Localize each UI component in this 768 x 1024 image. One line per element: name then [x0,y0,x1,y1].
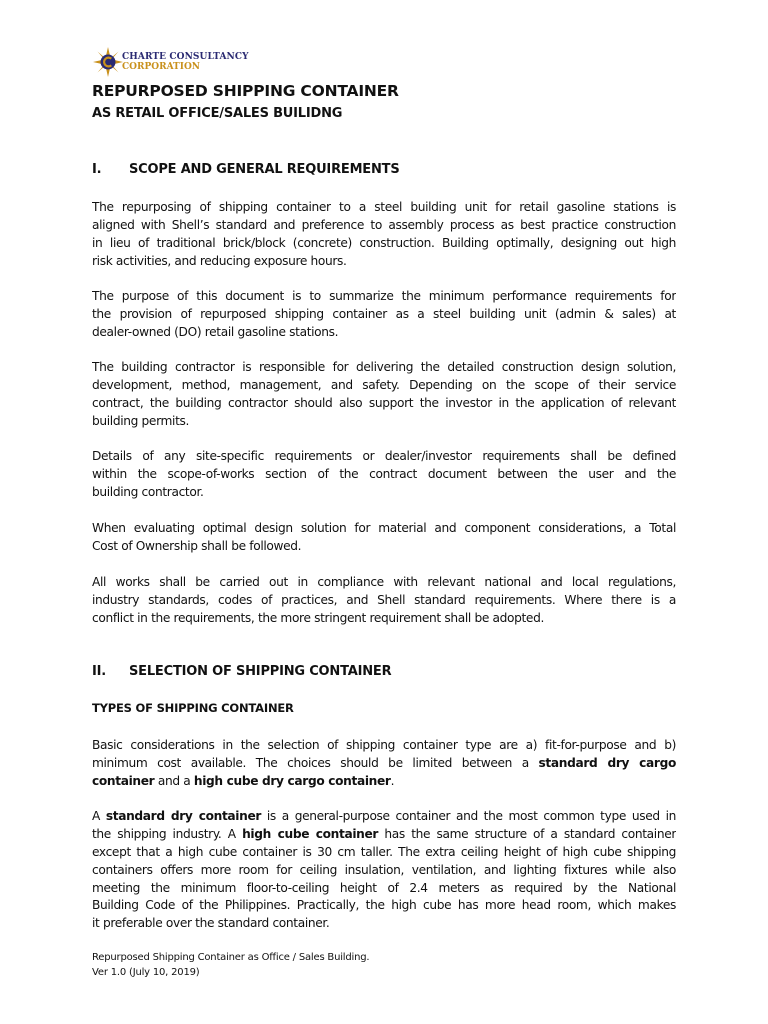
paragraph [92,448,676,502]
text-line: containers offers more room for ceiling insulation, ventilation, and lighting fixtures while also [92,862,676,877]
section-title: SCOPE AND GENERAL REQUIREMENTS [129,162,400,177]
text-line: except that a high cube container is 30 cm taller. The extra ceiling height of high cube shipping [92,844,676,859]
text-line: building permits. [92,413,190,428]
paragraph [92,574,676,628]
paragraph [92,737,676,791]
text-line: Basic considerations in the selection of shipping container type are a) fit-for-purpose and b) [92,738,676,752]
section-number: II. [92,664,107,679]
text-line: development, method, management, and safety. Depending on the scope of their service [92,377,676,392]
compass-logo-icon [92,46,124,78]
text-line: All works shall be carried out in compliance with relevant national and local regulations, [92,575,676,589]
text-line: Cost of Ownership shall be followed. [92,538,302,553]
text-line: conflict in the requirements, the more stringent requirement shall be adopted. [92,610,544,625]
text-line: The building contractor is responsible for delivering the detailed construction design solution, [92,360,676,374]
text-line: Building Code of the Philippines. Practically, the high cube has more head room, which makes [92,898,676,913]
section-heading-1 [92,162,400,177]
text-line: minimum cost available. The choices should be limited between a standard dry cargo [92,755,676,770]
logo-text-line2: CORPORATION [122,62,201,72]
text-line: within the scope-of-works section of the contract document between the user and the [92,466,676,481]
text-line: industry standards, codes of practices, and Shell standard requirements. Where there is a [92,592,676,607]
section-number: I. [92,162,102,177]
company-logo [92,46,249,80]
text-line: A standard dry container is a general-purpose container and the most common type used in [92,809,676,823]
text-line: the provision of repurposed shipping container as a steel building unit (admin & sales) at [92,306,676,321]
document-subtitle: AS RETAIL OFFICE/SALES BUILIDNG [92,106,343,121]
document-title: REPURPOSED SHIPPING CONTAINER [92,82,399,100]
text-line: dealer-owned (DO) retail gasoline stations. [92,324,339,339]
text-line: it preferable over the standard container. [92,916,330,931]
section-heading-2 [92,664,391,679]
paragraph [92,288,676,342]
page-footer [92,950,369,980]
text-line: The purpose of this document is to summarize the minimum performance requirements for [92,289,676,303]
subheading: TYPES OF SHIPPING CONTAINER [92,701,294,715]
text-line: the shipping industry. A high cube container has the same structure of a standard container [92,826,676,841]
section-title: SELECTION OF SHIPPING CONTAINER [129,664,392,679]
text-line: in lieu of traditional brick/block (concrete) construction. Building optimally, designing out high [92,235,676,250]
text-line: Details of any site-specific requirements or dealer/investor requirements shall be defined [92,449,676,463]
logo-text-line1: CHARTE CONSULTANCY [122,52,249,62]
text-line: building contractor. [92,484,204,499]
text-line: contract, the building contractor should also support the investor in the application of relevant [92,395,676,410]
text-line: The repurposing of shipping container to a steel building unit for retail gasoline stations is [92,200,676,214]
text-line: meeting the minimum floor-to-ceiling height of 2.4 meters as required by the National [92,880,676,895]
text-line: container and a high cube dry cargo container. [92,773,395,788]
paragraph [92,359,676,431]
footer-version: Ver 1.0 (July 10, 2019) [92,967,200,978]
text-line: risk activities, and reducing exposure hours. [92,253,347,268]
paragraph [92,199,676,271]
footer-document-name: Repurposed Shipping Container as Office / Sales Building. [92,952,370,963]
paragraph [92,520,676,556]
text-line: When evaluating optimal design solution for material and component considerations, a Total [92,521,676,535]
paragraph [92,808,676,933]
text-line: aligned with Shell’s standard and preference to assembly process as best practice construction [92,217,676,232]
